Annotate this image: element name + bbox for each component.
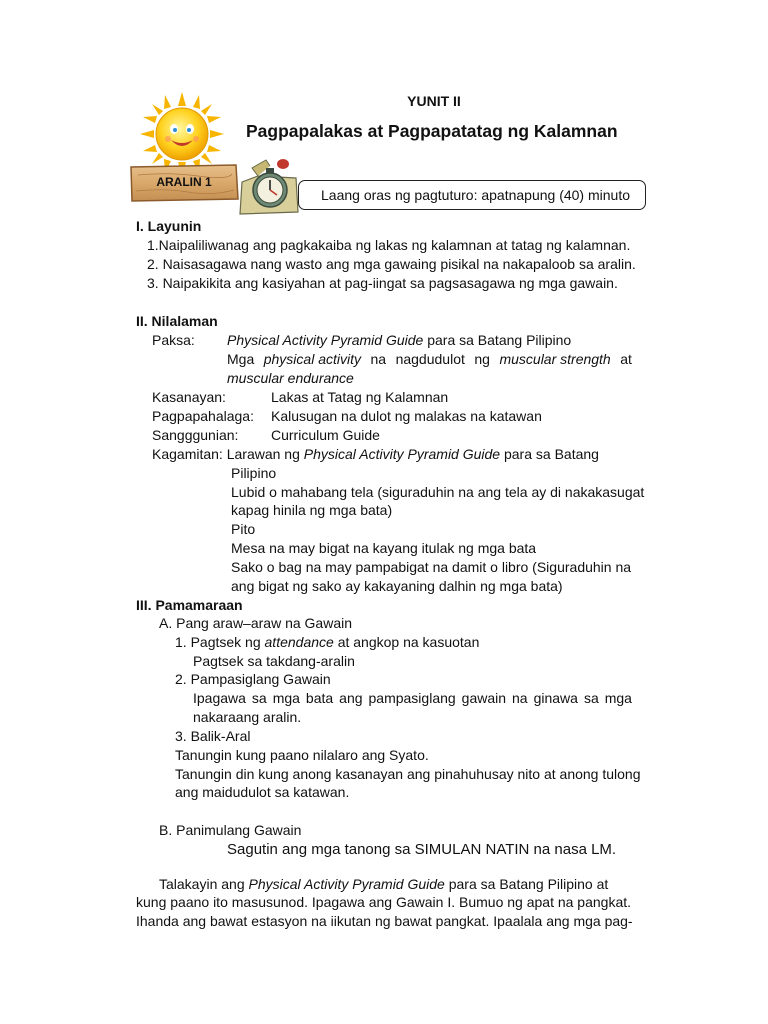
pamamaraan-item-3-c: ang maidudulot sa katawan. (175, 784, 350, 800)
kagamitan-line: Kagamitan: Larawan ng Physical Activity Pyramid Guide para sa Batang (152, 446, 599, 462)
kagamitan-pito: Pito (231, 521, 256, 537)
talakayin-line-3: Ihanda ang bawat estasyon na iikutan ng bawat pangkat. Ipaalala ang mga pag- (136, 913, 633, 929)
sanggunian-label: Sangggunian: (152, 427, 239, 443)
kagamitan-cont: Pilipino (231, 465, 277, 481)
section-nilalaman-heading: II. Nilalaman (136, 313, 218, 329)
pamamaraan-item-1-sub: Pagtsek sa takdang-aralin (193, 653, 355, 669)
aralin-label: ARALIN 1 (156, 175, 212, 189)
kagamitan-mesa: Mesa na may bigat na kayang itulak ng mga bata (231, 540, 537, 556)
pamamaraan-item-2-desc: Ipagawa sa mga bata ang pampasiglang gawain na ginawa sa mga (193, 690, 632, 706)
clock-icon (236, 152, 302, 216)
paksa-label: Paksa: (152, 332, 195, 348)
pamamaraan-item-1: 1. Pagtsek ng attendance at angkop na kasuotan (175, 634, 480, 650)
section-layunin-heading: I. Layunin (136, 218, 202, 234)
pamamaraan-item-3-a: Tanungin kung paano nilalaro ang Syato. (175, 747, 429, 763)
section-pamamaraan-heading: III. Pamamaraan (136, 597, 243, 613)
pamamaraan-item-3: 3. Balik-Aral (175, 728, 251, 744)
pamamaraan-item-3-b: Tanungin din kung anong kasanayan ang pinahuhusay nito at anong tulong (175, 766, 641, 782)
sagutin-instruction: Sagutin ang mga tanong sa SIMULAN NATIN na nasa LM. (227, 841, 617, 858)
kagamitan-sako-cont: ang bigat ng sako ay kakayaning dalhin ng mga bata) (231, 578, 563, 594)
time-allotment-box (298, 180, 646, 210)
paksa-description-cont: muscular endurance (227, 370, 354, 386)
page-title: Pagpapalakas at Pagpapatatag ng Kalamnan (246, 121, 618, 141)
pamamaraan-item-2: 2. Pampasiglang Gawain (175, 671, 331, 687)
unit-label: YUNIT II (407, 93, 461, 109)
kagamitan-lubid-cont: kapag hinila ng mga bata) (231, 502, 393, 518)
time-allotment-text: Laang oras ng pagtuturo: apatnapung (40) minuto (321, 187, 631, 203)
kagamitan-sako: Sako o bag na may pampabigat na damit o libro (Siguraduhin na (231, 559, 632, 575)
paksa-description: Mga physical activity na nagdudulot ng muscular strength at (227, 351, 632, 367)
kagamitan-lubid: Lubid o mahabang tela (siguraduhin na ang tela ay di nakakasugat (231, 484, 645, 500)
layunin-item-1: 1.Naipaliliwanag ang pagkakaiba ng lakas ng kalamnan at tatag ng kalamnan. (147, 237, 631, 253)
paksa-value: Physical Activity Pyramid Guide para sa Batang Pilipino (227, 332, 572, 348)
layunin-item-2: 2. Naisasagawa nang wasto ang mga gawaing pisikal na nakapaloob sa aralin. (147, 256, 636, 272)
pamamaraan-item-2-cont: nakaraang aralin. (193, 709, 302, 725)
pamamaraan-a-heading: A. Pang araw–araw na Gawain (159, 615, 352, 631)
sanggunian-value: Curriculum Guide (271, 427, 380, 443)
kasanayan-value: Lakas at Tatag ng Kalamnan (271, 389, 449, 405)
pamamaraan-b-heading: B. Panimulang Gawain (159, 822, 302, 838)
talakayin-line-1: Talakayin ang Physical Activity Pyramid Guide para sa Batang Pilipino at (159, 876, 609, 892)
talakayin-line-2: kung paano ito masusunod. Ipagawa ang Gawain I. Bumuo ng apat na pangkat. (136, 894, 632, 910)
pagpapahalaga-value: Kalusugan na dulot ng malakas na katawan (271, 408, 542, 424)
pagpapahalaga-label: Pagpapahalaga: (152, 408, 254, 424)
layunin-item-3: 3. Naipakikita ang kasiyahan at pag-iingat sa pagsasagawa ng mga gawain. (147, 275, 618, 291)
kasanayan-label: Kasanayan: (152, 389, 226, 405)
